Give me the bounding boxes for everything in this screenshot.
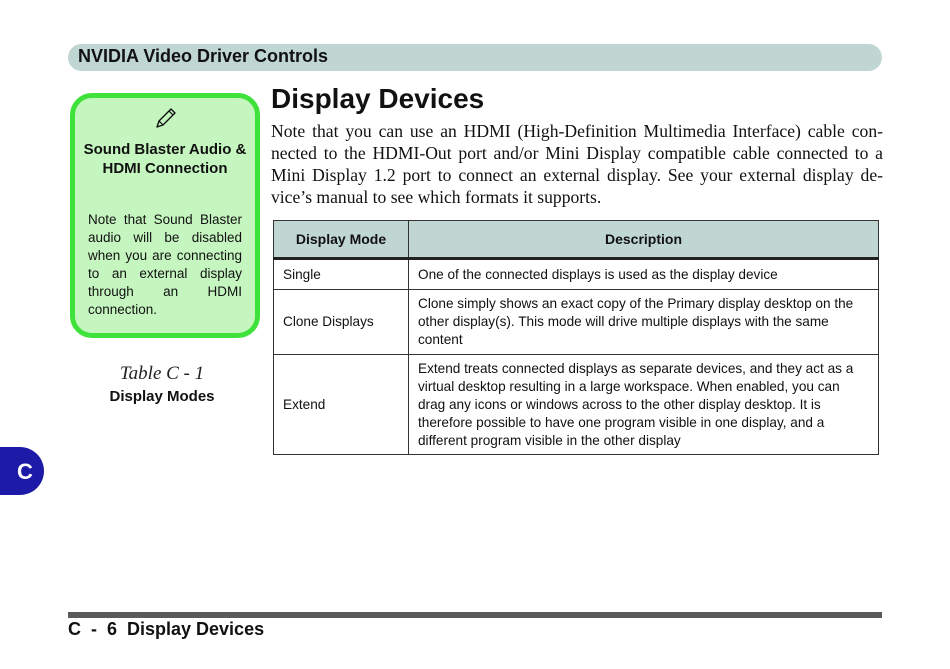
note-title: Sound Blaster Audio & HDMI Connection	[83, 141, 247, 177]
header-title: NVIDIA Video Driver Controls	[78, 46, 329, 66]
note-body: Note that Sound Blaster audio will be disabled when you are connecting to an external display through an HDMI connection.	[88, 212, 242, 317]
table-row	[274, 259, 879, 290]
section-title: Display Devices	[271, 83, 485, 114]
table-header-row	[274, 221, 879, 259]
chapter-letter: C	[17, 459, 33, 484]
note-box	[70, 93, 260, 338]
pencil-icon	[152, 106, 178, 132]
mode-cell: Clone Displays	[274, 290, 409, 355]
description-cell: Extend treats connected displays as separate devices, and they act as a virtual desktop resulting in a large workspace. When enabled, you can drag any icons or windows across to the other display desktop. It is therefore possible to have one program visible in one display, and a different program visible in the other display	[409, 355, 879, 455]
table-caption-number: Table C - 1	[119, 363, 205, 384]
mode-cell: Single	[274, 259, 409, 290]
column-header-description: Description	[409, 221, 879, 259]
mode-cell: Extend	[274, 355, 409, 455]
header-bar	[68, 44, 882, 71]
footer-page-label: C - 6 Display Devices	[68, 619, 265, 639]
intro-paragraph: Note that you can use an HDMI (High-Definition Multimedia Interface) cable connected to the HDMI-Out port and/or Mini Display compatible cable connected to a Mini Display 1.2 port to connect an external display. See your external display device’s manual to see which formats it supports.	[271, 121, 883, 207]
column-header-mode: Display Mode	[274, 221, 409, 259]
description-cell: Clone simply shows an exact copy of the Primary display desktop on the other display(s). This mode will drive multiple displays with the same content	[409, 290, 879, 355]
table-row	[274, 355, 879, 455]
footer-rule	[68, 612, 882, 618]
table-row	[274, 290, 879, 355]
display-modes-table	[273, 220, 879, 455]
description-cell: One of the connected displays is used as the display device	[409, 259, 879, 290]
table-caption-title: Display Modes	[109, 388, 215, 405]
